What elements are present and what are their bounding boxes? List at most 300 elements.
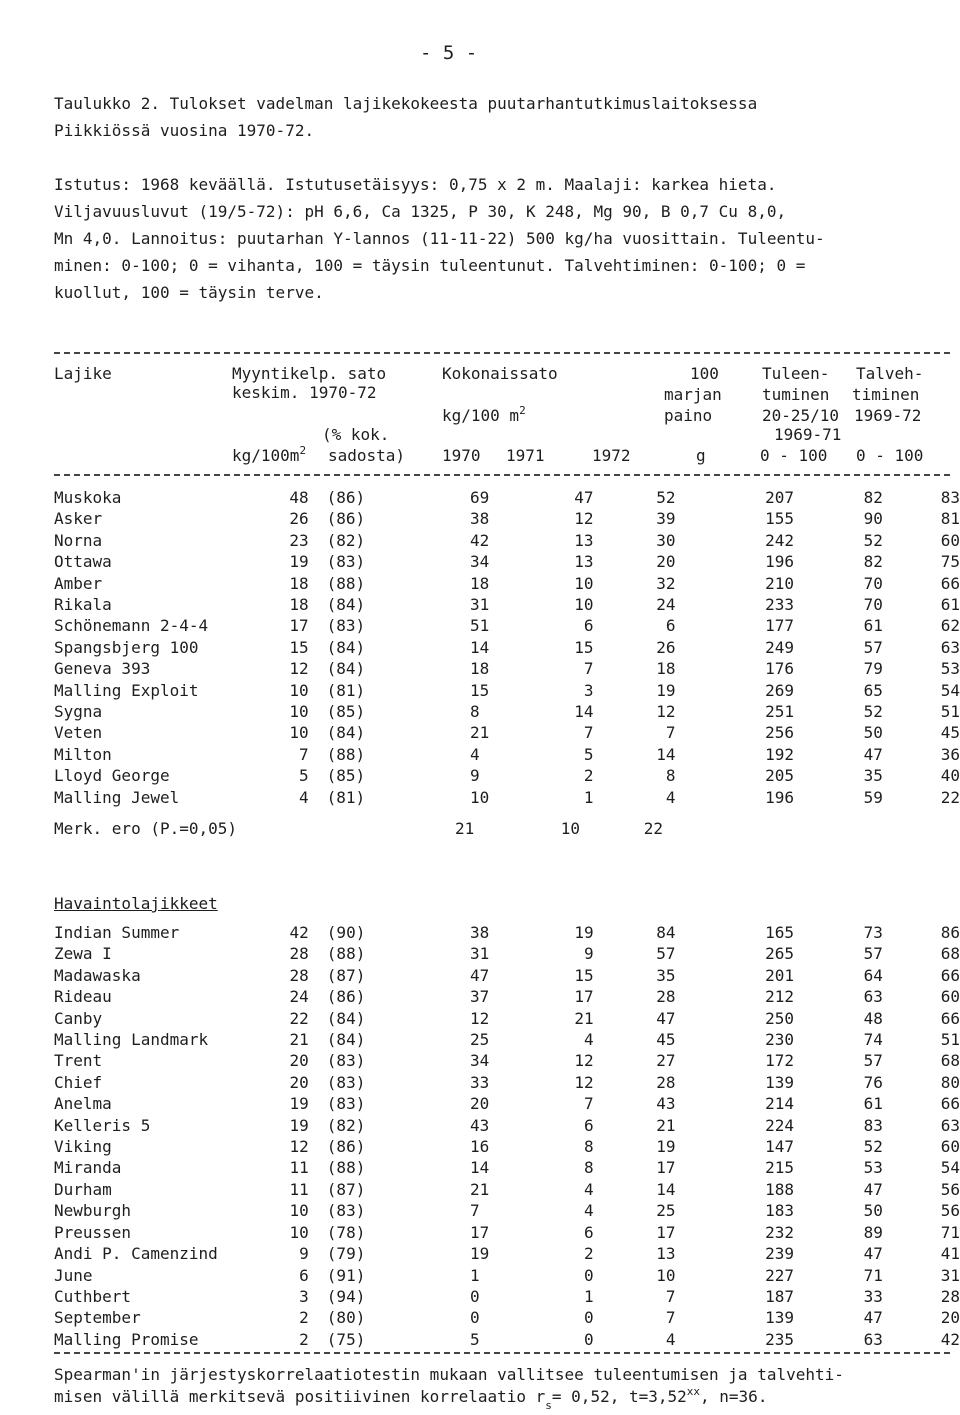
maturity: 57 bbox=[863, 944, 883, 964]
winter-hardiness: 28 bbox=[940, 1286, 960, 1306]
variety-name: Geneva 393 bbox=[54, 659, 151, 679]
winter-hardiness: 36 bbox=[940, 744, 960, 764]
yield-1970: 19 bbox=[470, 1244, 490, 1264]
table-row bbox=[54, 551, 960, 572]
footer-line: Spearman'in järjestyskorrelaatiotestin mukaan vallitsee tuleentumisen ja talvehti- bbox=[54, 1365, 844, 1384]
header-winter-3: 1969-72 bbox=[854, 406, 922, 425]
percent-of-total: (85) bbox=[326, 766, 366, 786]
berry-mass: 249 bbox=[765, 637, 795, 657]
intro-line: Piikkiössä vuosina 1970-72. bbox=[54, 121, 315, 140]
yield-1970: 12 bbox=[470, 1008, 490, 1028]
winter-hardiness: 66 bbox=[940, 1008, 960, 1028]
maturity: 64 bbox=[863, 965, 883, 985]
yield-1971: 1 bbox=[583, 787, 594, 807]
yield-1971: 13 bbox=[574, 530, 594, 550]
yield-1972: 8 bbox=[665, 766, 676, 786]
maturity: 83 bbox=[863, 1115, 883, 1135]
saleable-yield: 19 bbox=[289, 552, 309, 572]
table-row bbox=[54, 530, 960, 551]
yield-1970: 0 bbox=[470, 1308, 480, 1328]
saleable-yield: 12 bbox=[289, 659, 309, 679]
yield-1970: 34 bbox=[469, 552, 490, 572]
berry-mass: 201 bbox=[765, 965, 795, 985]
winter-hardiness: 60 bbox=[940, 530, 960, 550]
maturity: 65 bbox=[863, 680, 883, 700]
variety-name: Durham bbox=[54, 1179, 112, 1199]
maturity: 50 bbox=[863, 723, 883, 743]
yield-1971: 7 bbox=[583, 659, 594, 679]
winter-hardiness: 62 bbox=[940, 616, 960, 636]
yield-1970: 43 bbox=[470, 1115, 490, 1135]
intro-line: minen: 0-100; 0 = vihanta, 100 = täysin tuleentunut. Talvehtiminen: 0-100; 0 = bbox=[54, 256, 806, 275]
yield-1972: 35 bbox=[656, 965, 676, 985]
percent-of-total: (79) bbox=[326, 1244, 366, 1264]
variety-name: Malling Jewel bbox=[54, 787, 180, 807]
yield-1972: 39 bbox=[656, 509, 676, 529]
header-mass-4: g bbox=[696, 446, 706, 465]
percent-of-total: (84) bbox=[326, 595, 366, 615]
yield-1971: 2 bbox=[583, 1244, 594, 1264]
berry-mass: 147 bbox=[765, 1137, 795, 1157]
yield-1972: 27 bbox=[656, 1051, 676, 1071]
percent-of-total: (88) bbox=[326, 744, 366, 764]
results-table bbox=[54, 487, 960, 808]
yield-1971: 4 bbox=[583, 1030, 594, 1050]
yield-1972: 45 bbox=[656, 1030, 676, 1050]
variety-name: Miranda bbox=[54, 1158, 122, 1178]
yield-1971: 12 bbox=[574, 509, 594, 529]
header-sale-unit: $kg/100m^2$ bbox=[232, 444, 307, 465]
saleable-yield: 5 bbox=[299, 766, 309, 786]
percent-of-total: (86) bbox=[326, 1137, 366, 1157]
maturity: 76 bbox=[863, 1072, 883, 1092]
percent-of-total: (81) bbox=[326, 680, 366, 700]
percent-of-total: (84) bbox=[326, 659, 366, 679]
winter-hardiness: 45 bbox=[940, 723, 960, 743]
saleable-yield: 28 bbox=[289, 965, 309, 985]
yield-1970: 38 bbox=[470, 923, 490, 942]
yield-1970: 21 bbox=[470, 1179, 490, 1199]
berry-mass: 250 bbox=[765, 1008, 795, 1028]
yield-1971: 8 bbox=[583, 1158, 594, 1178]
maturity: 57 bbox=[863, 1051, 883, 1071]
variety-name: Zewa I bbox=[54, 944, 112, 964]
table-row bbox=[54, 722, 960, 743]
header-sale-1: Myyntikelp. sato bbox=[232, 364, 387, 383]
dashed-rule-top bbox=[54, 352, 950, 354]
winter-hardiness: 68 bbox=[940, 1051, 960, 1071]
yield-1970: 18 bbox=[469, 659, 490, 679]
header-maturity-2: tuminen bbox=[762, 385, 830, 404]
table-row bbox=[54, 1029, 960, 1050]
saleable-yield: 11 bbox=[289, 1179, 309, 1199]
yield-1972: 32 bbox=[656, 573, 676, 593]
saleable-yield: 42 bbox=[289, 923, 309, 942]
table-row bbox=[54, 818, 663, 839]
table-row bbox=[54, 1115, 960, 1136]
saleable-yield: 2 bbox=[299, 1308, 309, 1328]
yield-1972: 7 bbox=[665, 1308, 676, 1328]
maturity: 89 bbox=[863, 1222, 883, 1242]
maturity: 48 bbox=[863, 1008, 883, 1028]
header-winter-5: 0 - 100 bbox=[856, 446, 924, 465]
berry-mass: 227 bbox=[765, 1265, 795, 1285]
maturity: 59 bbox=[863, 787, 883, 807]
variety-name: Malling Landmark bbox=[54, 1030, 209, 1050]
variety-name: June bbox=[54, 1265, 93, 1285]
variety-name: Spangsbjerg 100 bbox=[54, 637, 199, 657]
berry-mass: 176 bbox=[765, 659, 795, 679]
intro-line: Viljavuusluvut (19/5-72): pH 6,6, Ca 1325, P 30, K 248, Mg 90, B 0,7 Cu 8,0, bbox=[54, 202, 787, 221]
yield-1972: 12 bbox=[656, 702, 676, 722]
saleable-yield: 15 bbox=[289, 637, 309, 657]
winter-hardiness: 22 bbox=[940, 787, 960, 807]
table-row bbox=[54, 1157, 960, 1178]
winter-hardiness: 41 bbox=[940, 1244, 960, 1264]
yield-1970: 9 bbox=[469, 766, 480, 786]
berry-mass: 177 bbox=[765, 616, 795, 636]
yield-1972: 30 bbox=[656, 530, 676, 550]
footer-line: misen välillä merkitsevä positiivinen korrelaatio $r_s= 0,52$, $t=3,52^{xx}$, n=36. bbox=[54, 1385, 768, 1412]
yield-1972: 21 bbox=[656, 1115, 676, 1135]
percent-of-total: (84) bbox=[326, 1008, 366, 1028]
maturity: 47 bbox=[863, 744, 883, 764]
percent-of-total: (87) bbox=[326, 1179, 366, 1199]
table-row bbox=[54, 986, 960, 1007]
yield-1971: 4 bbox=[583, 1201, 594, 1221]
table-row bbox=[54, 744, 960, 765]
winter-hardiness: 60 bbox=[940, 1137, 960, 1157]
maturity: 70 bbox=[863, 573, 883, 593]
berry-mass: 210 bbox=[765, 573, 795, 593]
saleable-yield: 18 bbox=[289, 595, 309, 615]
table-row bbox=[54, 965, 960, 986]
winter-hardiness: 68 bbox=[940, 944, 960, 964]
footer-note bbox=[54, 1364, 844, 1410]
berry-mass: 165 bbox=[765, 923, 795, 942]
saleable-yield: 17 bbox=[289, 616, 309, 636]
maturity: 47 bbox=[863, 1179, 883, 1199]
variety-name: Viking bbox=[54, 1137, 112, 1157]
variety-name: Trent bbox=[54, 1051, 103, 1071]
variety-name: Rikala bbox=[54, 595, 112, 615]
berry-mass: 139 bbox=[765, 1072, 795, 1092]
yield-1971: 47 bbox=[574, 488, 594, 507]
header-winter-2: timinen bbox=[852, 385, 920, 404]
maturity: 73 bbox=[863, 923, 883, 942]
yield-1972: 4 bbox=[665, 787, 676, 807]
saleable-yield: 20 bbox=[289, 1051, 309, 1071]
page-number: - 5 - bbox=[420, 42, 478, 64]
percent-of-total: (86) bbox=[326, 987, 366, 1007]
yield-1971: 15 bbox=[574, 965, 594, 985]
intro-line: kuollut, 100 = täysin terve. bbox=[54, 283, 324, 302]
winter-hardiness: 66 bbox=[940, 573, 960, 593]
percent-of-total: (83) bbox=[326, 1051, 366, 1071]
berry-mass: 256 bbox=[765, 723, 795, 743]
yield-1972: 25 bbox=[656, 1201, 676, 1221]
variety-name: Andi P. Camenzind bbox=[54, 1244, 218, 1264]
percent-of-total: (83) bbox=[326, 1094, 366, 1114]
yield-1970: 1 bbox=[470, 1265, 480, 1285]
table-row bbox=[54, 1243, 960, 1264]
yield-1972: 17 bbox=[656, 1158, 676, 1178]
variety-name: Canby bbox=[54, 1008, 103, 1028]
saleable-yield: 21 bbox=[289, 1030, 309, 1050]
variety-name: Veten bbox=[54, 723, 103, 743]
maturity: 52 bbox=[863, 1137, 883, 1157]
yield-1972: 84 bbox=[656, 923, 676, 942]
yield-1970: 25 bbox=[470, 1030, 490, 1050]
maturity: 82 bbox=[863, 488, 883, 507]
variety-name: Preussen bbox=[54, 1222, 132, 1242]
variety-name: Rideau bbox=[54, 987, 112, 1007]
table-row bbox=[54, 943, 960, 964]
berry-mass: 239 bbox=[765, 1244, 795, 1264]
variety-name: Norna bbox=[54, 530, 103, 550]
merk-1972: 22 bbox=[643, 819, 663, 838]
yield-1970: 31 bbox=[470, 944, 490, 964]
saleable-yield: 23 bbox=[289, 530, 309, 550]
maturity: 82 bbox=[863, 552, 883, 572]
winter-hardiness: 75 bbox=[940, 552, 960, 572]
saleable-yield: 22 bbox=[289, 1008, 309, 1028]
yield-1971: 7 bbox=[583, 1094, 594, 1114]
maturity: 47 bbox=[863, 1308, 883, 1328]
table-row bbox=[54, 701, 960, 722]
yield-1971: 0 bbox=[583, 1308, 594, 1328]
berry-mass: 214 bbox=[765, 1094, 795, 1114]
yield-1971: 10 bbox=[574, 573, 594, 593]
table-row bbox=[54, 1286, 960, 1307]
header-pct-1: (% kok. bbox=[322, 425, 390, 444]
saleable-yield: 19 bbox=[289, 1094, 309, 1114]
header-lajike: Lajike bbox=[54, 364, 112, 383]
yield-1970: 15 bbox=[469, 680, 490, 700]
yield-1970: 10 bbox=[469, 787, 490, 807]
berry-mass: 251 bbox=[765, 702, 795, 722]
saleable-yield: 19 bbox=[289, 1115, 309, 1135]
berry-mass: 207 bbox=[765, 488, 795, 507]
yield-1970: 33 bbox=[470, 1072, 490, 1092]
yield-1971: 8 bbox=[583, 1137, 594, 1157]
percent-of-total: (85) bbox=[326, 702, 366, 722]
maturity: 35 bbox=[863, 766, 883, 786]
yield-1970: 18 bbox=[469, 573, 490, 593]
yield-1971: 14 bbox=[574, 702, 594, 722]
table-row bbox=[54, 1222, 960, 1243]
dashed-rule-header bbox=[54, 474, 950, 476]
percent-of-total: (83) bbox=[326, 1072, 366, 1092]
variety-name: Sygna bbox=[54, 702, 103, 722]
percent-of-total: (84) bbox=[326, 637, 366, 657]
berry-mass: 232 bbox=[765, 1222, 795, 1242]
maturity: 33 bbox=[863, 1286, 883, 1306]
table-row bbox=[54, 680, 960, 701]
yield-1972: 52 bbox=[656, 488, 676, 507]
winter-hardiness: 53 bbox=[940, 659, 960, 679]
saleable-yield: 9 bbox=[299, 1244, 309, 1264]
yield-1970: 21 bbox=[469, 723, 490, 743]
maturity: 52 bbox=[863, 702, 883, 722]
saleable-yield: 20 bbox=[289, 1072, 309, 1092]
winter-hardiness: 40 bbox=[940, 766, 960, 786]
berry-mass: 172 bbox=[765, 1051, 795, 1071]
intro-line: Mn 4,0. Lannoitus: puutarhan Y-lannos (11-11-22) 500 kg/ha vuosittain. Tuleentu- bbox=[54, 229, 825, 248]
variety-name: Kelleris 5 bbox=[54, 1115, 151, 1135]
table-row bbox=[54, 594, 960, 615]
winter-hardiness: 42 bbox=[940, 1329, 960, 1349]
table-row bbox=[54, 1307, 960, 1328]
yield-1970: 16 bbox=[470, 1137, 490, 1157]
winter-hardiness: 31 bbox=[940, 1265, 960, 1285]
saleable-yield: 12 bbox=[289, 1137, 309, 1157]
berry-mass: 192 bbox=[765, 744, 795, 764]
saleable-yield: 3 bbox=[299, 1286, 309, 1306]
maturity: 74 bbox=[863, 1030, 883, 1050]
variety-name: Malling Exploit bbox=[54, 680, 199, 700]
berry-mass: 215 bbox=[765, 1158, 795, 1178]
header-mass-2: marjan bbox=[664, 385, 722, 404]
winter-hardiness: 63 bbox=[940, 637, 960, 657]
percent-of-total: (75) bbox=[326, 1329, 366, 1349]
saleable-yield: 4 bbox=[299, 787, 309, 807]
header-year-1972: 1972 bbox=[592, 446, 631, 465]
yield-1972: 19 bbox=[656, 1137, 676, 1157]
winter-hardiness: 63 bbox=[940, 1115, 960, 1135]
variety-name: Schönemann 2-4-4 bbox=[54, 616, 209, 636]
table-row bbox=[54, 1050, 960, 1071]
berry-mass: 242 bbox=[765, 530, 795, 550]
berry-mass: 155 bbox=[765, 509, 795, 529]
winter-hardiness: 54 bbox=[940, 1158, 960, 1178]
variety-name: Muskoka bbox=[54, 488, 122, 507]
table-row bbox=[54, 1179, 960, 1200]
berry-mass: 196 bbox=[765, 552, 795, 572]
yield-1972: 13 bbox=[656, 1244, 676, 1264]
yield-1972: 20 bbox=[656, 552, 676, 572]
percent-of-total: (83) bbox=[326, 1201, 366, 1221]
yield-1971: 13 bbox=[574, 552, 594, 572]
berry-mass: 196 bbox=[765, 787, 795, 807]
yield-1970: 31 bbox=[469, 595, 490, 615]
yield-1971: 9 bbox=[583, 944, 594, 964]
yield-1972: 14 bbox=[656, 1179, 676, 1199]
header-maturity-5: 0 - 100 bbox=[760, 446, 828, 465]
table-row bbox=[54, 1072, 960, 1093]
percent-of-total: (88) bbox=[326, 1158, 366, 1178]
berry-mass: 235 bbox=[765, 1329, 795, 1349]
percent-of-total: (91) bbox=[326, 1265, 366, 1285]
yield-1972: 4 bbox=[665, 1329, 676, 1349]
saleable-yield: 10 bbox=[289, 723, 309, 743]
berry-mass: 205 bbox=[765, 766, 795, 786]
table-row bbox=[54, 615, 960, 636]
saleable-yield: 28 bbox=[289, 944, 309, 964]
maturity: 61 bbox=[863, 1094, 883, 1114]
yield-1972: 28 bbox=[656, 1072, 676, 1092]
maturity: 71 bbox=[863, 1265, 883, 1285]
header-year-1970: 1970 bbox=[442, 446, 481, 465]
saleable-yield: 48 bbox=[289, 488, 309, 507]
saleable-yield: 6 bbox=[299, 1265, 309, 1285]
intro-line: Istutus: 1968 keväällä. Istutusetäisyys: 0,75 x 2 m. Maalaji: karkea hieta. bbox=[54, 175, 777, 194]
yield-1972: 14 bbox=[656, 744, 676, 764]
maturity: 63 bbox=[863, 987, 883, 1007]
yield-1971: 15 bbox=[574, 637, 594, 657]
yield-1972: 7 bbox=[665, 1286, 676, 1306]
winter-hardiness: 66 bbox=[940, 965, 960, 985]
yield-1970: 38 bbox=[469, 509, 490, 529]
variety-name: Anelma bbox=[54, 1094, 112, 1114]
maturity: 47 bbox=[863, 1244, 883, 1264]
yield-1971: 4 bbox=[583, 1179, 594, 1199]
table-row bbox=[54, 1329, 960, 1350]
berry-mass: 187 bbox=[765, 1286, 795, 1306]
table-row bbox=[54, 573, 960, 594]
yield-1971: 7 bbox=[583, 723, 594, 743]
table-row bbox=[54, 487, 960, 508]
table-row bbox=[54, 1008, 960, 1029]
header-total-2: kg/100 $m^2$ bbox=[442, 404, 526, 425]
winter-hardiness: 20 bbox=[940, 1308, 960, 1328]
percent-of-total: (80) bbox=[326, 1308, 366, 1328]
yield-1971: 21 bbox=[574, 1008, 594, 1028]
table-row bbox=[54, 508, 960, 529]
variety-name: Amber bbox=[54, 573, 103, 593]
berry-mass: 188 bbox=[765, 1179, 795, 1199]
winter-hardiness: 56 bbox=[940, 1179, 960, 1199]
percent-of-total: (83) bbox=[326, 552, 366, 572]
merk-label: Merk. ero (P.=0,05) bbox=[54, 819, 238, 838]
saleable-yield: 2 bbox=[299, 1329, 309, 1349]
header-sale-2: keskim. 1970-72 bbox=[232, 383, 377, 402]
winter-hardiness: 60 bbox=[940, 987, 960, 1007]
variety-name: Asker bbox=[54, 509, 103, 529]
yield-1972: 26 bbox=[656, 637, 676, 657]
yield-1972: 17 bbox=[656, 1222, 676, 1242]
dashed-rule-bottom bbox=[54, 1352, 950, 1354]
header-maturity-1: Tuleen- bbox=[762, 364, 830, 383]
percent-of-total: (87) bbox=[326, 965, 366, 985]
yield-1971: 17 bbox=[574, 987, 594, 1007]
yield-1972: 47 bbox=[656, 1008, 676, 1028]
yield-1971: 12 bbox=[574, 1072, 594, 1092]
yield-1970: 42 bbox=[469, 530, 490, 550]
berry-mass: 269 bbox=[765, 680, 795, 700]
saleable-yield: 26 bbox=[289, 509, 309, 529]
yield-1972: 6 bbox=[665, 616, 676, 636]
maturity: 57 bbox=[863, 637, 883, 657]
yield-1970: 0 bbox=[470, 1286, 480, 1306]
maturity: 50 bbox=[863, 1201, 883, 1221]
table-row bbox=[54, 765, 960, 786]
header-year-1971: 1971 bbox=[506, 446, 545, 465]
yield-1971: 6 bbox=[583, 616, 594, 636]
winter-hardiness: 83 bbox=[940, 488, 960, 507]
berry-mass: 183 bbox=[765, 1201, 795, 1221]
yield-1972: 7 bbox=[665, 723, 676, 743]
yield-1970: 37 bbox=[470, 987, 490, 1007]
variety-name: Malling Promise bbox=[54, 1329, 199, 1349]
berry-mass: 224 bbox=[765, 1115, 795, 1135]
maturity: 61 bbox=[863, 616, 883, 636]
yield-1970: 17 bbox=[470, 1222, 490, 1242]
berry-mass: 230 bbox=[765, 1030, 795, 1050]
yield-1971: 6 bbox=[583, 1222, 594, 1242]
yield-1972: 57 bbox=[656, 944, 676, 964]
berry-mass: 265 bbox=[765, 944, 795, 964]
